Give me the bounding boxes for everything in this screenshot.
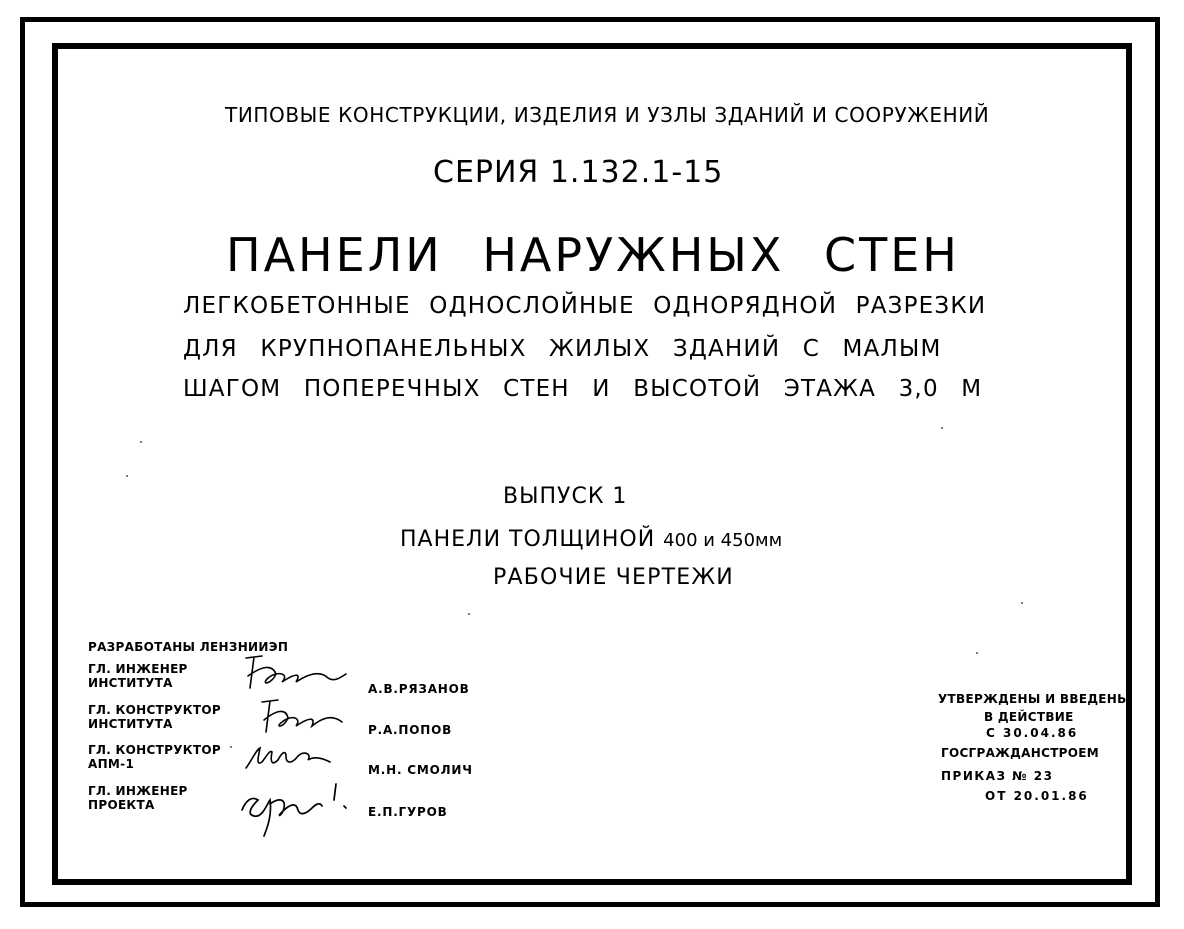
approval-date: С 30.04.86 (986, 726, 1079, 740)
developed-by: РАЗРАБОТАНЫ ЛЕНЗНИИЭП (88, 640, 289, 654)
panels-prefix: ПАНЕЛИ ТОЛЩИНОЙ (400, 527, 656, 552)
approval-order: ПРИКАЗ № 23 (941, 769, 1054, 783)
staff-role-1 (88, 662, 188, 690)
staff-role-4-line1: ГЛ. ИНЖЕНЕР (88, 784, 188, 798)
working-drawings-label: РАБОЧИЕ ЧЕРТЕЖИ (493, 565, 734, 590)
staff-role-3 (88, 743, 221, 771)
speck (468, 613, 470, 615)
issue-number: ВЫПУСК 1 (503, 484, 628, 509)
panels-dimensions: 400 и 450мм (663, 530, 783, 551)
staff-role-1-line2: ИНСТИТУТА (88, 676, 173, 690)
staff-role-2-line1: ГЛ. КОНСТРУКТОР (88, 703, 221, 717)
speck (976, 652, 978, 654)
staff-role-4 (88, 784, 188, 812)
speck (230, 746, 232, 748)
speck (140, 441, 142, 443)
signature-2-icon (256, 694, 346, 738)
subtitle-line-1: ЛЕГКОБЕТОННЫЕ ОДНОСЛОЙНЫЕ ОДНОРЯДНОЙ РАЗРЕЗКИ (183, 293, 987, 319)
signature-3-icon (242, 740, 332, 776)
subtitle-line-3: ШАГОМ ПОПЕРЕЧНЫХ СТЕН И ВЫСОТОЙ ЭТАЖА 3,0 М (183, 376, 983, 402)
series-number: СЕРИЯ 1.132.1-15 (433, 155, 724, 190)
staff-name-1: А.В.РЯЗАНОВ (368, 682, 470, 696)
staff-role-3-line2: АПМ-1 (88, 757, 135, 771)
subtitle-line-2: ДЛЯ КРУПНОПАНЕЛЬНЫХ ЖИЛЫХ ЗДАНИЙ С МАЛЫМ (183, 336, 942, 362)
staff-role-1-line1: ГЛ. ИНЖЕНЕР (88, 662, 188, 676)
speck (1021, 602, 1023, 604)
approval-authority: ГОСГРАЖДАНСТРОЕМ (941, 746, 1100, 760)
staff-name-3: М.Н. СМОЛИЧ (368, 763, 473, 777)
staff-role-2-line2: ИНСТИТУТА (88, 717, 173, 731)
document-title: ПАНЕЛИ НАРУЖНЫХ СТЕН (226, 228, 960, 282)
staff-role-3-line1: ГЛ. КОНСТРУКТОР (88, 743, 221, 757)
staff-role-4-line2: ПРОЕКТА (88, 798, 155, 812)
staff-name-2: Р.А.ПОПОВ (368, 723, 453, 737)
panels-thickness (400, 527, 782, 552)
speck (941, 427, 943, 429)
approval-line-1: УТВЕРЖДЕНЫ И ВВЕДЕНЫ (938, 692, 1130, 706)
signature-1-icon (238, 652, 348, 694)
approval-order-date: ОТ 20.01.86 (985, 789, 1089, 803)
speck (126, 475, 128, 477)
staff-name-4: Е.П.ГУРОВ (368, 805, 448, 819)
approval-line-2: В ДЕЙСТВИЕ (984, 710, 1074, 724)
staff-role-2 (88, 703, 221, 731)
signature-4-icon (236, 780, 356, 838)
header-line: ТИПОВЫЕ КОНСТРУКЦИИ, ИЗДЕЛИЯ И УЗЛЫ ЗДАНИЙ И СООРУЖЕНИЙ (225, 103, 990, 127)
